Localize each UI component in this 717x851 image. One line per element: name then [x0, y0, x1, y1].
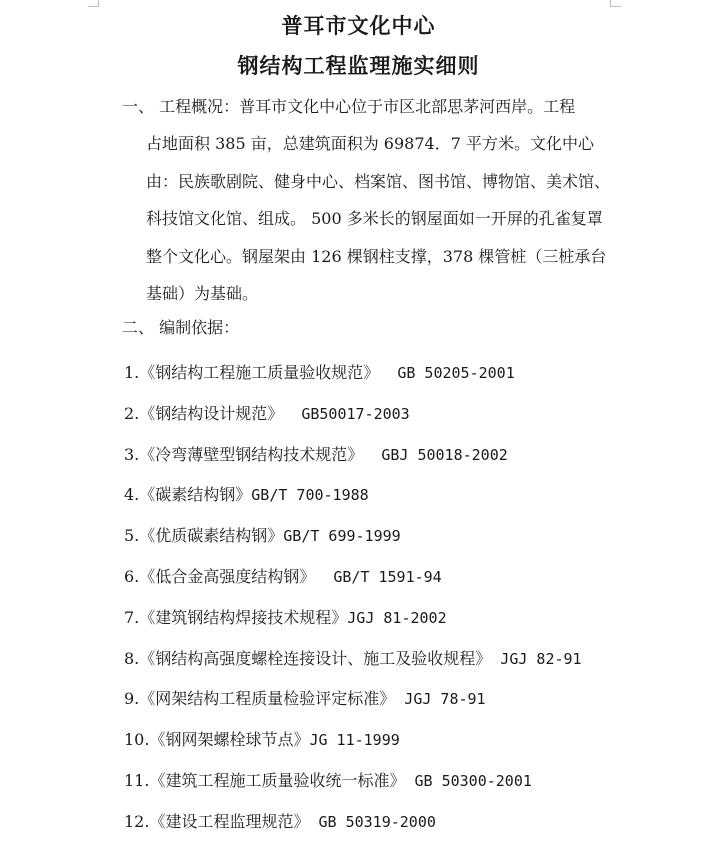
- reference-code: GB/T 700-1988: [251, 486, 369, 505]
- reference-title: 《碳素结构钢》: [139, 485, 252, 505]
- section-heading-basis: 二、 编制依据：: [122, 318, 240, 337]
- reference-item: [124, 402, 684, 443]
- reference-number: 10.: [124, 730, 150, 750]
- page-corner-mark: [610, 0, 621, 7]
- reference-number: 7.: [124, 607, 140, 627]
- reference-item: [124, 443, 684, 484]
- document-title: 普耳市文化中心: [281, 13, 436, 38]
- reference-title: 《优质碳素结构钢》: [139, 526, 284, 546]
- reference-number: 2.: [124, 403, 140, 423]
- reference-number: 3.: [124, 444, 140, 464]
- reference-item: [124, 606, 684, 647]
- reference-code: GB 50205-2001: [379, 364, 515, 382]
- reference-item: [124, 810, 684, 851]
- reference-item: [124, 524, 684, 565]
- reference-title: 《网架结构工程质量检验评定标准》: [139, 689, 396, 709]
- reference-code: GB 50319-2000: [309, 812, 436, 831]
- overview-text-body: 占地面积 385 亩，总建筑面积为 69874．7 平方米。文化中心由：民族歌剧院、健身中心、档案馆、图书馆、博物馆、美术馆、科技馆文化馆、组成。 500 多米长的钢屋面如一开屏的孔雀复罩整个文化心。钢屋架由 126 棵钢柱支撑，378 棵管桩（三桩承台基础）为基础。: [146, 134, 611, 304]
- reference-code: GBJ 50018-2002: [363, 445, 508, 464]
- reference-title: 《冷弯薄壁型钢结构技术规范》: [139, 444, 364, 464]
- reference-item: [124, 647, 684, 688]
- reference-code: GB/T 1591-94: [315, 567, 442, 586]
- reference-item: [124, 769, 684, 810]
- reference-code: GB/T 699-1999: [283, 527, 401, 546]
- reference-item: [124, 361, 684, 402]
- reference-code: GB 50300-2001: [405, 771, 532, 790]
- reference-title: 《钢网架螺栓球节点》: [149, 730, 310, 750]
- reference-number: 1.: [124, 363, 140, 382]
- reference-number: 6.: [124, 566, 140, 586]
- reference-code: JGJ 81-2002: [347, 608, 447, 627]
- reference-number: 8.: [124, 648, 140, 668]
- reference-number: 5.: [124, 526, 140, 546]
- reference-number: 11.: [124, 770, 150, 790]
- reference-number: 4.: [124, 485, 140, 505]
- reference-title: 《建筑钢结构焊接技术规程》: [139, 607, 348, 627]
- reference-title: 《低合金高强度结构钢》: [139, 566, 316, 586]
- reference-list: [124, 361, 684, 851]
- page-corner-mark: [88, 0, 99, 7]
- reference-number: 12.: [124, 811, 150, 831]
- reference-title: 《钢结构工程施工质量验收规范》: [139, 363, 380, 382]
- reference-item: [124, 483, 684, 524]
- overview-text-start: 普耳市文化中心位于市区北部思茅河西岸。工程: [239, 97, 576, 116]
- reference-code: GB50017-2003: [283, 404, 410, 423]
- reference-item: [124, 565, 684, 606]
- reference-code: JGJ 82-91: [491, 649, 582, 668]
- document-subtitle: 钢结构工程监理施实细则: [237, 53, 480, 78]
- reference-item: [124, 687, 684, 728]
- overview-first-line: [122, 88, 612, 125]
- reference-code: JG 11-1999: [309, 731, 400, 750]
- reference-code: JGJ 78-91: [395, 690, 486, 709]
- section-heading-overview: 一、 工程概况：: [122, 97, 240, 116]
- reference-item: [124, 728, 684, 769]
- reference-title: 《钢结构高强度螺栓连接设计、施工及验收规程》: [139, 648, 492, 668]
- reference-title: 《建筑工程施工质量验收统一标准》: [149, 770, 406, 790]
- reference-number: 9.: [124, 689, 140, 709]
- reference-title: 《钢结构设计规范》: [139, 403, 284, 423]
- reference-title: 《建设工程监理规范》: [149, 811, 310, 831]
- section-overview: [122, 88, 612, 312]
